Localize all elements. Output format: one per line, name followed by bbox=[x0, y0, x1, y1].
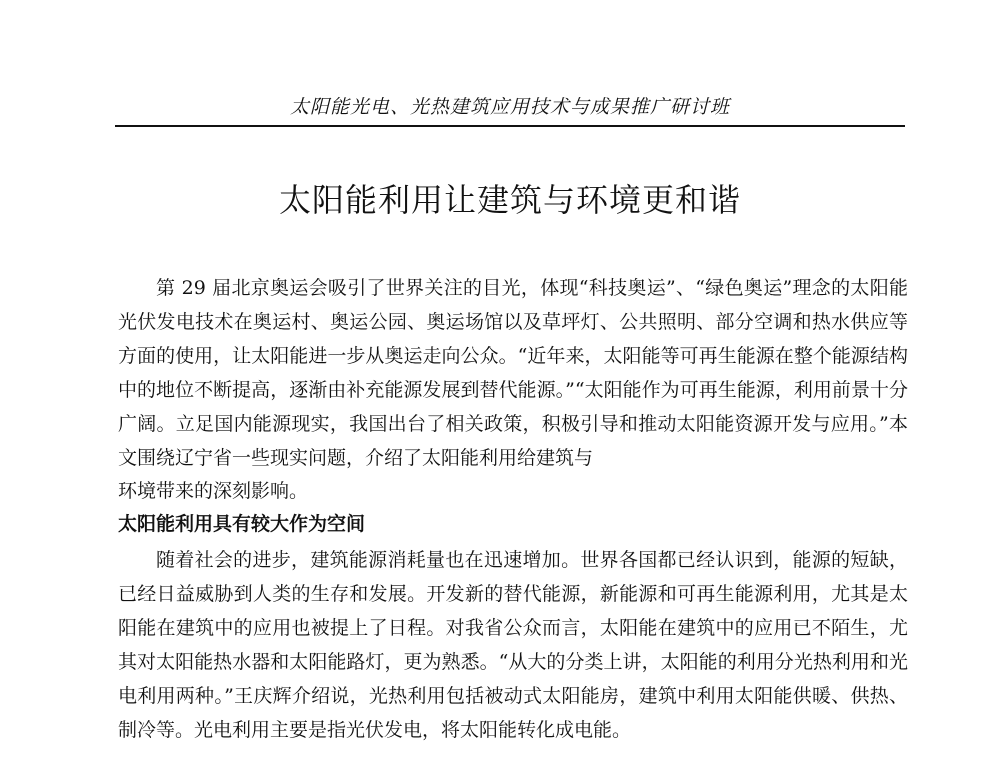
section-heading: 太阳能利用具有较大作为空间 bbox=[118, 513, 366, 535]
article-body bbox=[118, 271, 908, 747]
intro-paragraph: 第 29 届北京奥运会吸引了世界关注的目光，体现“科技奥运”、“绿色奥运”理念的太阳能光伏发电技术在奥运村、奥运公园、奥运场馆以及草坪灯、公共照明、部分空调和热水供应等方面的使用，让太阳能进一步从奥运走向公众。“近年来，太阳能等可再生能源在整个能源结构中的地位不断提高，逐渐由补充能源发展到替代能源。”“太阳能作为可再生能源，利用前景十分广阔。立足国内能源现实，我国出台了相关政策，积极引导和推动太阳能资源开发与应用。”本文围绕辽宁省一些现实问题，介绍了太阳能利用给建筑与 bbox=[118, 277, 908, 469]
section-paragraph: 随着社会的进步，建筑能源消耗量也在迅速增加。世界各国都已经认识到，能源的短缺，已经日益威胁到人类的生存和发展。开发新的替代能源，新能源和可再生能源利用，尤其是太阳能在建筑中的应用也被提上了日程。对我省公众而言，太阳能在建筑中的应用已不陌生，尤其对太阳能热水器和太阳能路灯，更为熟悉。“从大的分类上讲，太阳能的利用分光热利用和光电利用两种。”王庆辉介绍说，光热利用包括被动式太阳能房，建筑中利用太阳能供暖、供热、制冷等。光电利用主要是指光伏发电，将太阳能转化成电能。 bbox=[118, 549, 908, 741]
header-rule bbox=[115, 125, 905, 127]
running-header: 太阳能光电、光热建筑应用技术与成果推广研讨班 bbox=[289, 96, 730, 118]
intro-paragraph-tail: 环境带来的深刻影响。 bbox=[118, 480, 309, 502]
article-title: 太阳能利用让建筑与环境更和谐 bbox=[278, 181, 741, 219]
